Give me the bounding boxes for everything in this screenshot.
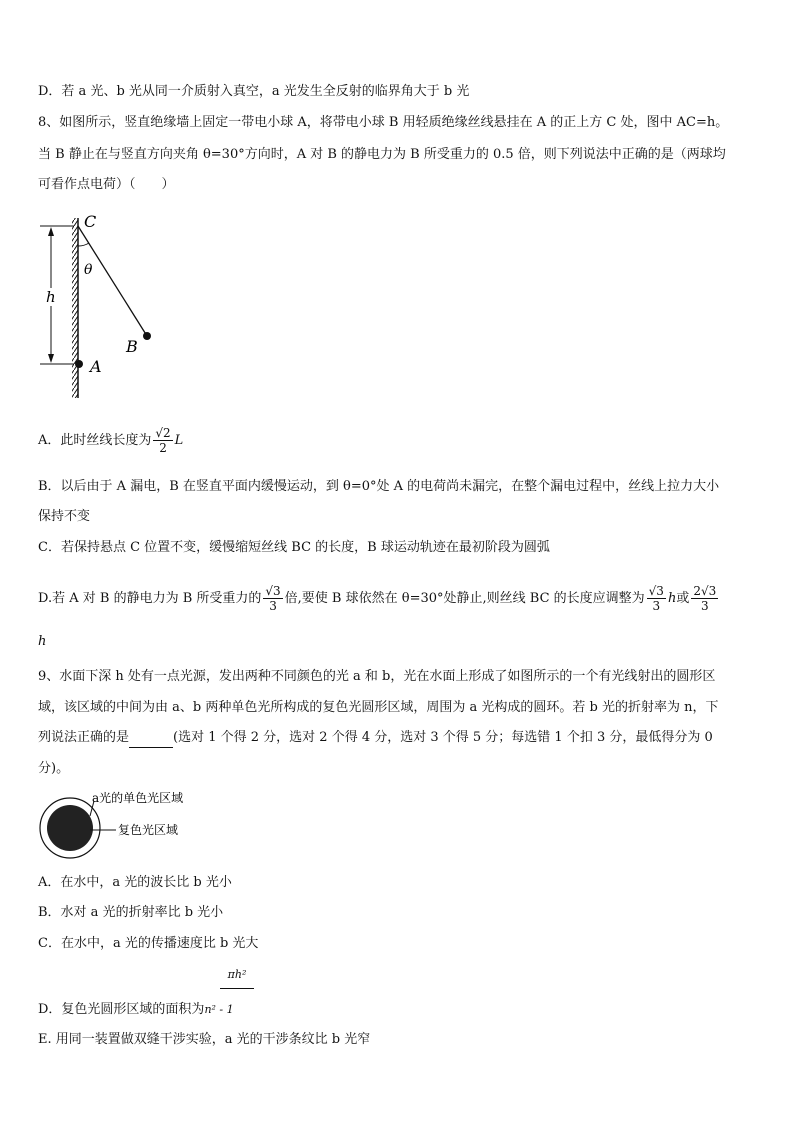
fig-label-b: B: [126, 337, 138, 356]
q8-stem-line2: 当 B 静止在与竖直方向夹角 θ=30°方向时，A 对 B 的静电力为 B 所受重力的 0.5 倍，则下列说法中正确的是（两球均: [38, 147, 726, 162]
q9-option-b: B．水对 a 光的折射率比 b 光小: [38, 905, 224, 920]
q8-stem-line1: 8、如图所示，竖直绝缘墙上固定一带电小球 A，将带电小球 B 用轻质绝缘丝线悬挂在 A 的正上方 C 处，图中 AC=h。: [38, 115, 729, 130]
q9-option-d-fraction-bar: [220, 988, 254, 989]
q9-option-a: A．在水中，a 光的波长比 b 光小: [38, 875, 232, 890]
q9-stem-line4: 分)。: [38, 761, 70, 776]
q9-option-e: E. 用同一装置做双缝干涉实验，a 光的干涉条纹比 b 光窄: [38, 1032, 371, 1047]
fig-label-theta: θ: [84, 262, 93, 278]
q8-option-c: C．若保持悬点 C 位置不变，缓慢缩短丝线 BC 的长度，B 球运动轨迹在最初阶段为圆弧: [38, 540, 550, 555]
q9-stem-line3: 列说法正确的是 (选对 1 个得 2 分，选对 2 个得 4 分，选对 3 个得 5 分；每选错 1 个扣 3 分，最低得分为 0: [38, 728, 713, 748]
q8-option-b-line1: B．以后由于 A 漏电，B 在竖直平面内缓慢运动，到 θ=0°处 A 的电荷尚未漏完，在整个漏电过程中，丝线上拉力大小: [38, 479, 720, 494]
fig-label-center: 复色光区域: [118, 823, 179, 837]
fig-label-c: C: [84, 212, 97, 231]
fig-label-h: h: [46, 288, 56, 306]
q9-stem-line2: 域，该区域的中间为由 a、b 两种单色光所构成的复色光圆形区域，周围为 a 光构成的圆环。若 b 光的折射率为 n，下: [38, 700, 719, 715]
q8-stem-line3: 可看作点电荷）（ ）: [38, 177, 175, 192]
q8-option-d: D.若 A 对 B 的静电力为 B 所受重力的 $\frac{√3}{3}$ 倍,要使 B 球依然在 θ=30°处静止,则丝线 BC 的长度应调整为 $\frac{√3}{3}$ h或 $\frac{2√3}{3}$: [38, 584, 717, 613]
q7-option-d: D．若 a 光、b 光从同一介质射入真空，a 光发生全反射的临界角大于 b 光: [38, 84, 470, 99]
q9-figure-light-circle: [38, 786, 228, 862]
fig-label-a: A: [90, 357, 102, 376]
q8-option-b-line2: 保持不变: [38, 509, 91, 524]
q8-option-a: A．此时丝线长度为 $\frac{√2}{2}$ L: [38, 426, 184, 455]
q9-option-d-numerator: πh²: [227, 968, 247, 981]
q9-stem-line1: 9、水面下深 h 处有一点光源，发出两种不同颜色的光 a 和 b，光在水面上形成了如图所示的一个有光线射出的圆形区: [38, 669, 716, 684]
q9-option-d: D．复色光圆形区域的面积为n² - 1: [38, 1002, 234, 1017]
q9-option-c: C．在水中，a 光的传播速度比 b 光大: [38, 936, 259, 951]
q8-option-d-tail: h: [38, 634, 47, 649]
fig-label-ring: a光的单色光区域: [92, 791, 184, 805]
answer-blank: [129, 733, 173, 748]
q8-figure-pendulum: [34, 208, 174, 406]
